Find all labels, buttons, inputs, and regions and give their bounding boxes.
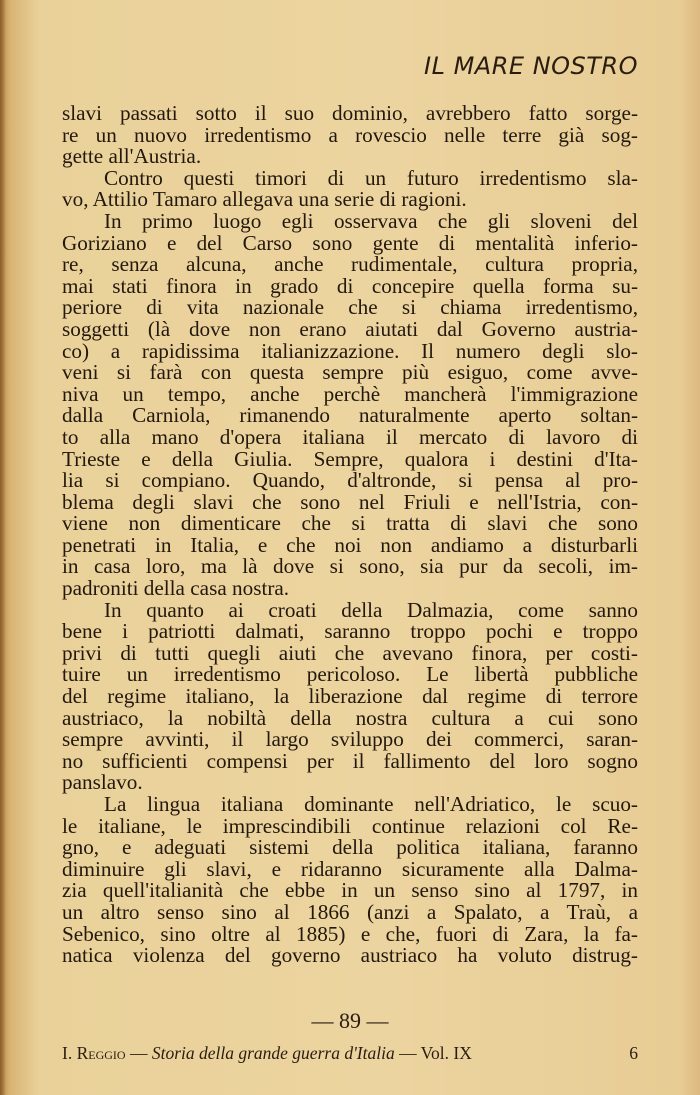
text-line: zia quell'italianità che ebbe in un senso sino al 1797, in <box>62 878 638 903</box>
text-line: viene non dimenticare che si tratta di slavi che sono <box>62 511 638 536</box>
footer-title: Storia della grande guerra d'Italia <box>151 1043 395 1063</box>
page-gutter-shadow <box>0 0 6 1095</box>
paragraph <box>62 208 638 601</box>
text-line: privi di tutti quegli aiuti che avevano finora, per costi- <box>62 640 638 665</box>
text-line: La lingua italiana dominante nell'Adriatico, le scuo- <box>104 792 638 816</box>
text-line: veni si farà con questa sempre più esiguo, come avve- <box>62 360 638 385</box>
footer-dash: — <box>399 1043 417 1063</box>
text-line: panslavo. <box>62 770 143 795</box>
text-line: gette all'Austria. <box>62 144 202 169</box>
text-line: bene i patriotti dalmati, saranno troppo pochi e troppo <box>62 619 638 644</box>
text-line: sempre avvinti, il largo sviluppo dei commerci, saran- <box>62 727 638 752</box>
text-line: gno, e adeguati sistemi della politica italiana, faranno <box>62 835 638 860</box>
paragraph <box>62 597 638 795</box>
text-line: Contro questi timori di un futuro irredentismo sla- <box>104 165 638 190</box>
page-number: — 89 — <box>311 1008 389 1033</box>
text-line: vo, Attilio Tamaro allegava una serie di ragioni. <box>62 187 467 212</box>
text-line: natica violenza del governo austriaco ha voluto distrug- <box>62 943 638 968</box>
paragraph <box>62 165 638 212</box>
text-line: un altro senso sino al 1866 (anzi a Spalato, a Traù, a <box>62 899 638 924</box>
text-line: le italiane, le imprescindibili continue relazioni col Re- <box>62 813 638 838</box>
text-line: re, senza alcuna, anche rudimentale, cultura propria, <box>62 252 638 277</box>
text-line: dalla Carniola, rimanendo naturalmente aperto soltan- <box>62 403 638 428</box>
footer-author: I. Reggio <box>62 1043 126 1063</box>
text-line: In quanto ai croati della Dalmazia, come sanno <box>104 597 638 622</box>
text-line: austriaco, la nobiltà della nostra cultura a cui sono <box>62 705 638 730</box>
paragraph <box>62 794 638 967</box>
text-line: padroniti della casa nostra. <box>62 576 290 601</box>
footer-signature-mark: 6 <box>629 1043 638 1063</box>
footer-signature-line <box>62 1043 638 1064</box>
footer-volume: Vol. IX <box>420 1043 472 1063</box>
text-line: del regime italiano, la liberazione dal regime di terrore <box>62 684 638 709</box>
text-line: niva un tempo, anche perchè mancherà l'immigrazione <box>62 381 638 406</box>
text-line: blema degli slavi che sono nel Friuli e nell'Istria, con- <box>62 489 638 514</box>
text-line: Trieste e della Giulia. Sempre, qualora i destini d'Ita- <box>62 446 638 471</box>
running-head: IL MARE NOSTRO <box>424 52 638 80</box>
paragraph <box>62 103 638 168</box>
text-line: in casa loro, ma là dove si sono, sia pur da secoli, im- <box>62 554 638 579</box>
text-line: In primo luogo egli osservava che gli sloveni del <box>104 208 638 233</box>
text-line: co) a rapidissima italianizzazione. Il numero degli slo- <box>62 338 638 363</box>
text-line: periore di vita nazionale che si chiama irredentismo, <box>62 295 638 320</box>
text-line: Sebenico, sino oltre al 1885) e che, fuori di Zara, la fa- <box>62 921 638 946</box>
text-line: tuire un irredentismo pericoloso. Le libertà pubbliche <box>62 662 638 687</box>
body-text <box>62 103 638 967</box>
text-line: no sufficienti compensi per il fallimento del loro sogno <box>62 748 638 773</box>
text-line: Goriziano e del Carso sono gente di mentalità inferio- <box>62 230 638 255</box>
text-line: lia si compiano. Quando, d'altronde, si pensa al pro- <box>62 468 638 493</box>
text-line: slavi passati sotto il suo dominio, avrebbero fatto sorge- <box>62 101 638 125</box>
text-line: to alla mano d'opera italiana il mercato di lavoro di <box>62 424 638 449</box>
text-line: re un nuovo irredentismo a rovescio nelle terre già sog- <box>62 122 638 147</box>
text-line: soggetti (là dove non erano aiutati dal Governo austria- <box>62 316 638 341</box>
footer-dash: — <box>129 1043 148 1063</box>
text-line: penetrati in Italia, e che noi non andiamo a disturbarli <box>62 532 638 557</box>
text-line: mai stati finora in grado di concepire quella forma su- <box>62 273 638 298</box>
text-line: diminuire gli slavi, e ridaranno sicuramente alla Dalma- <box>62 856 638 881</box>
footer-citation <box>62 1043 472 1064</box>
